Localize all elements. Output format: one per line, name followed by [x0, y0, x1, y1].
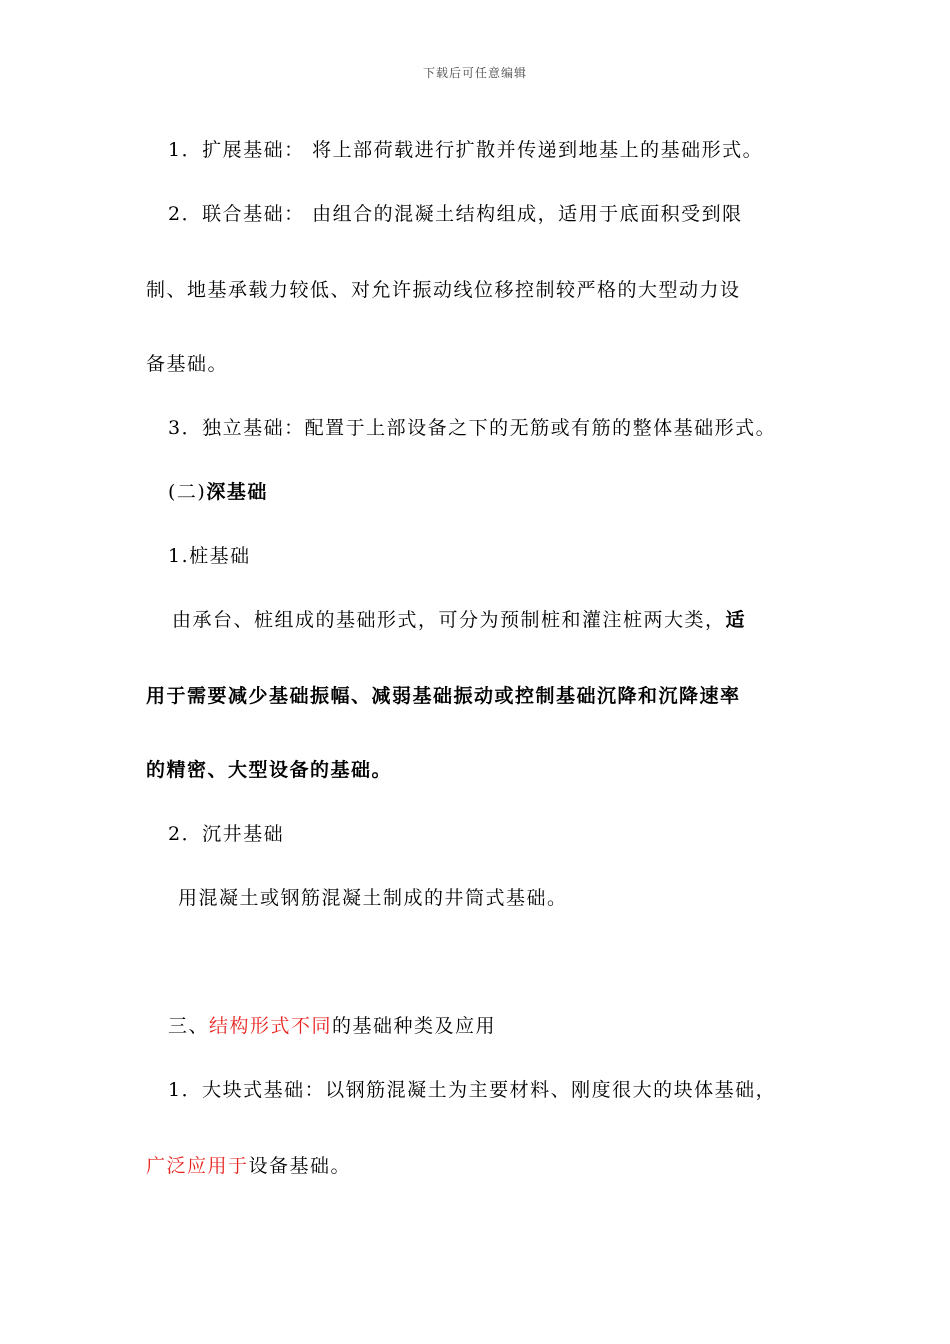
paragraph-independent-foundation: 3．独立基础：配置于上部设备之下的无筋或有筋的整体基础形式。 [168, 417, 777, 439]
paragraph-pile-line2: 用于需要减少基础振幅、减弱基础振动或控制基础沉降和沉降速率 [146, 685, 741, 707]
paragraph-combined-foundation-line3: 备基础。 [146, 353, 229, 375]
section-heading-title: 深基础 [206, 481, 268, 503]
section3-red-text: 结构形式不同 [209, 1015, 333, 1037]
paragraph-pile-line3: 的精密、大型设备的基础。 [146, 759, 393, 781]
paragraph-pile-line1 [172, 608, 746, 632]
page-header: 下载后可任意编辑 [422, 66, 527, 80]
subheading-pile-foundation: 1.桩基础 [168, 545, 251, 567]
section3-prefix: 三、 [168, 1015, 210, 1037]
section-heading-prefix: (二) [168, 481, 207, 503]
block-line2-red-text: 广泛应用于 [146, 1155, 249, 1177]
paragraph-combined-foundation-line1: 2．联合基础： 由组合的混凝土结构组成，适用于底面积受到限 [168, 203, 743, 225]
paragraph-block-foundation-line2 [146, 1154, 351, 1178]
subheading-caisson-foundation: 2．沉井基础 [168, 823, 285, 845]
pile-line1-bold: 适 [725, 609, 747, 631]
section-heading-structure-types [168, 1014, 496, 1038]
pile-line1-normal: 由承台、桩组成的基础形式，可分为预制桩和灌注桩两大类， [172, 609, 726, 631]
section3-suffix: 的基础种类及应用 [332, 1015, 497, 1037]
paragraph-caisson: 用混凝土或钢筋混凝土制成的井筒式基础。 [178, 887, 568, 909]
paragraph-block-foundation-line1: 1．大块式基础：以钢筋混凝土为主要材料、刚度很大的块体基础， [168, 1079, 777, 1101]
section-heading-deep-foundation [168, 480, 268, 504]
block-line2-normal-text: 设备基础。 [248, 1155, 352, 1177]
paragraph-spread-foundation: 1．扩展基础： 将上部荷载进行扩散并传递到地基上的基础形式。 [168, 139, 764, 161]
paragraph-combined-foundation-line2: 制、地基承载力较低、对允许振动线位移控制较严格的大型动力设 [146, 279, 741, 301]
